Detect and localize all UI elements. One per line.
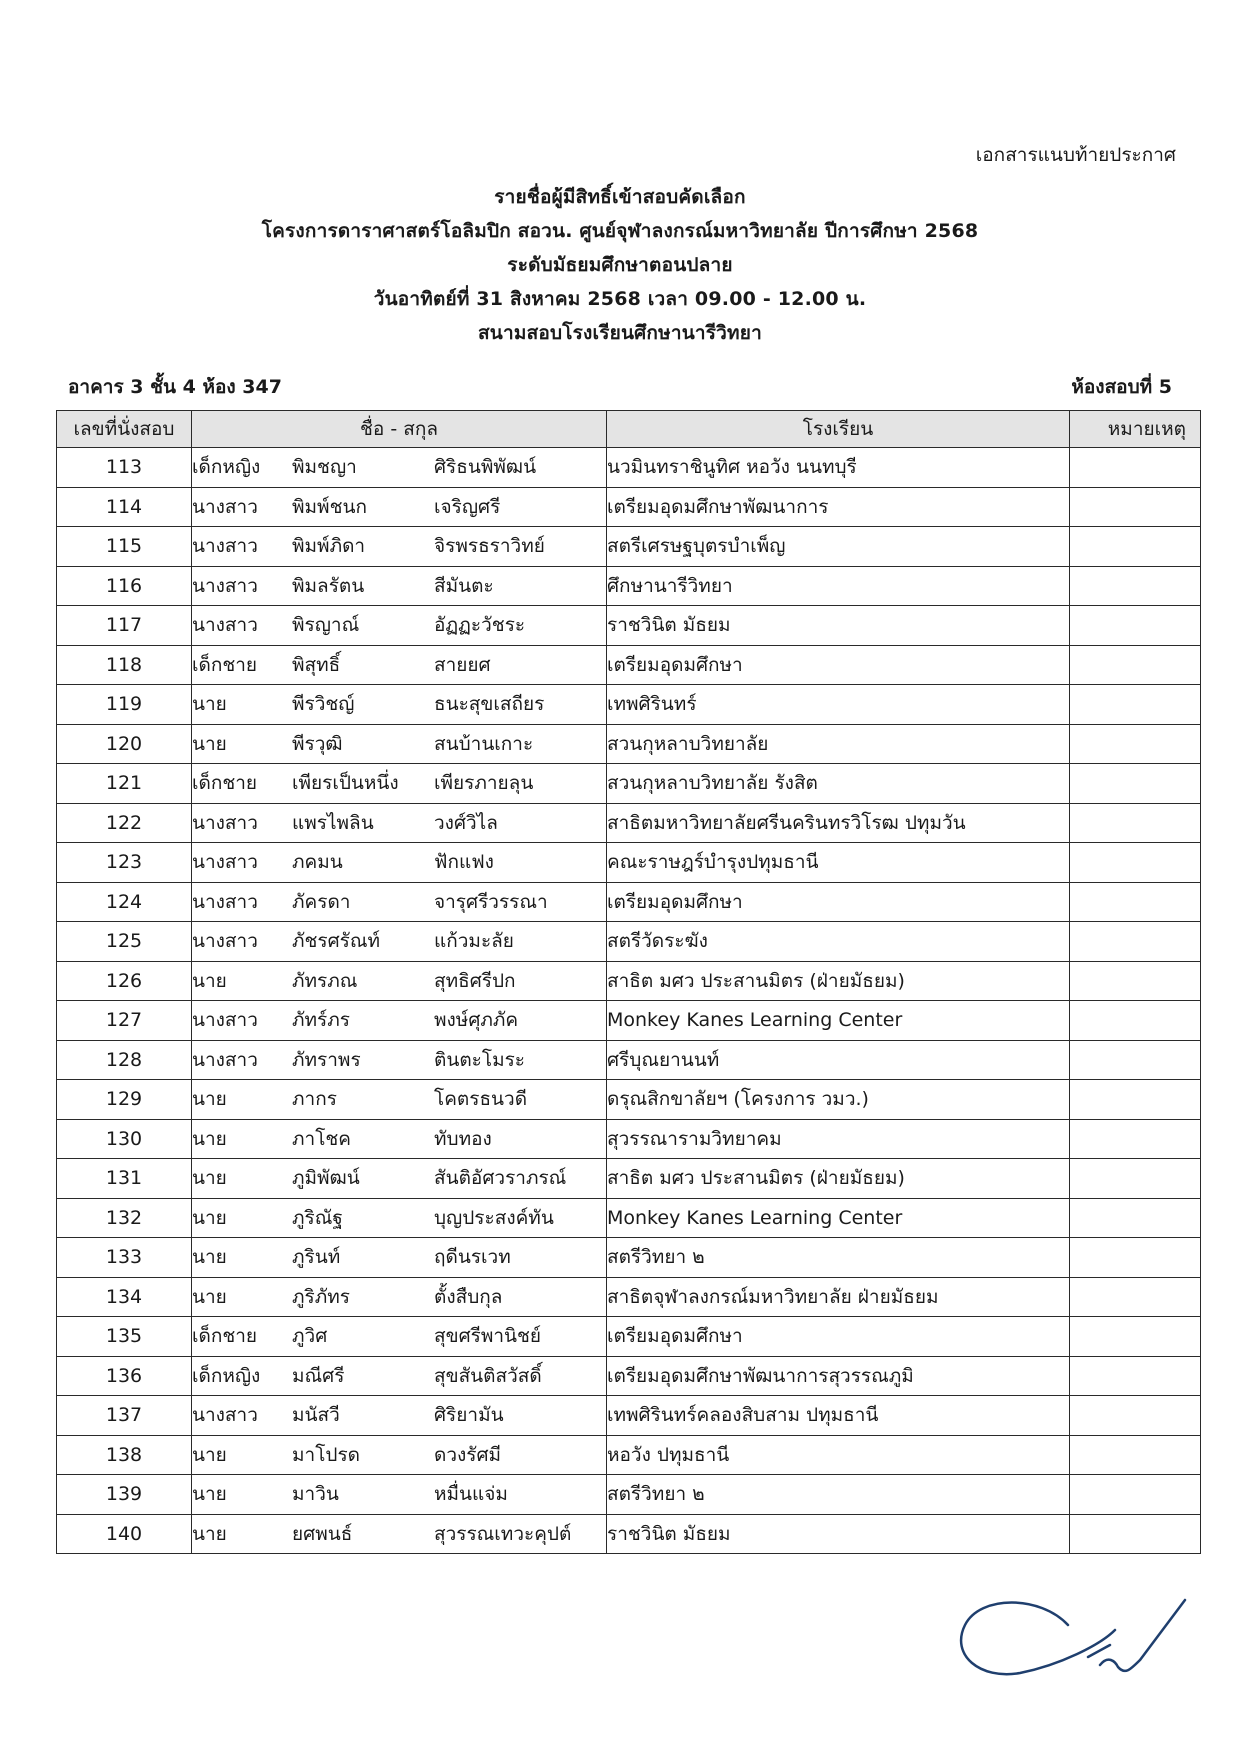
school-name: สตรีวัดระฆัง bbox=[607, 922, 1070, 962]
first-name: พีรวิชญ์ bbox=[292, 693, 355, 716]
table-row bbox=[57, 961, 1201, 1001]
seat-number: 125 bbox=[57, 922, 192, 962]
seat-number: 129 bbox=[57, 1080, 192, 1120]
remark-cell bbox=[1070, 1356, 1201, 1396]
first-name: ภูริภัทร bbox=[292, 1285, 350, 1308]
signature bbox=[940, 1585, 1190, 1680]
seat-number: 115 bbox=[57, 527, 192, 567]
last-name: สุทธิศรีปก bbox=[434, 969, 516, 992]
table-row bbox=[57, 724, 1201, 764]
last-name: ตั้งสืบกุล bbox=[434, 1285, 503, 1308]
name-prefix: นาย bbox=[192, 1443, 227, 1466]
remark-cell bbox=[1070, 961, 1201, 1001]
remark-cell bbox=[1070, 803, 1201, 843]
name-prefix: นางสาว bbox=[192, 811, 258, 834]
name-prefix: นาย bbox=[192, 732, 227, 755]
first-name: ภัทราพร bbox=[292, 1048, 361, 1071]
signature-stroke bbox=[961, 1603, 1115, 1675]
candidate-name bbox=[192, 1514, 607, 1554]
first-name: ภคมน bbox=[292, 851, 343, 874]
signature-stroke-2 bbox=[1088, 1600, 1185, 1671]
school-name: Monkey Kanes Learning Center bbox=[607, 1198, 1070, 1238]
table-row bbox=[57, 566, 1201, 606]
school-name: สตรีเศรษฐบุตรบำเพ็ญ bbox=[607, 527, 1070, 567]
name-prefix: นางสาว bbox=[192, 574, 258, 597]
remark-cell bbox=[1070, 1159, 1201, 1199]
school-name: Monkey Kanes Learning Center bbox=[607, 1001, 1070, 1041]
remark-cell bbox=[1070, 606, 1201, 646]
remark-cell bbox=[1070, 1080, 1201, 1120]
table-body bbox=[57, 448, 1201, 1554]
last-name: พงษ์ศุภภัค bbox=[434, 1009, 519, 1032]
name-prefix: นาย bbox=[192, 1167, 227, 1190]
last-name: อัฏฏะวัชระ bbox=[434, 614, 526, 637]
title-line: รายชื่อผู้มีสิทธิ์เข้าสอบคัดเลือก bbox=[494, 186, 746, 208]
first-name: ภัทรภณ bbox=[292, 969, 358, 992]
candidate-name bbox=[192, 448, 607, 488]
school-name: ศึกษานารีวิทยา bbox=[607, 566, 1070, 606]
table-row bbox=[57, 1040, 1201, 1080]
seat-number: 137 bbox=[57, 1396, 192, 1436]
table-header-row bbox=[57, 411, 1201, 448]
seat-number: 113 bbox=[57, 448, 192, 488]
first-name: พิรญาณ์ bbox=[292, 614, 360, 637]
remark-cell bbox=[1070, 1396, 1201, 1436]
seat-number: 139 bbox=[57, 1475, 192, 1515]
table-row bbox=[57, 1080, 1201, 1120]
candidate-name bbox=[192, 1119, 607, 1159]
seat-number: 127 bbox=[57, 1001, 192, 1041]
candidate-name bbox=[192, 1001, 607, 1041]
table-row bbox=[57, 1198, 1201, 1238]
last-name: หมื่นแจ่ม bbox=[434, 1483, 508, 1506]
name-prefix: นาย bbox=[192, 1127, 227, 1150]
last-name: แก้วมะลัย bbox=[434, 930, 514, 953]
seat-number: 135 bbox=[57, 1317, 192, 1357]
name-prefix: นางสาว bbox=[192, 851, 258, 874]
table-row bbox=[57, 1277, 1201, 1317]
first-name: พิมพ์ชนก bbox=[292, 495, 367, 518]
remark-cell bbox=[1070, 1435, 1201, 1475]
seat-number: 130 bbox=[57, 1119, 192, 1159]
candidate-name bbox=[192, 566, 607, 606]
first-name: ภูรินท์ bbox=[292, 1246, 341, 1269]
seat-number: 118 bbox=[57, 645, 192, 685]
candidate-name bbox=[192, 1475, 607, 1515]
seat-number: 124 bbox=[57, 882, 192, 922]
remark-cell bbox=[1070, 487, 1201, 527]
school-name: สาธิตจุฬาลงกรณ์มหาวิทยาลัย ฝ่ายมัธยม bbox=[607, 1277, 1070, 1317]
name-prefix: เด็กหญิง bbox=[192, 456, 261, 479]
school-name: ศรีบุณยานนท์ bbox=[607, 1040, 1070, 1080]
candidate-name bbox=[192, 1356, 607, 1396]
seat-number: 136 bbox=[57, 1356, 192, 1396]
remark-cell bbox=[1070, 922, 1201, 962]
seat-number: 121 bbox=[57, 764, 192, 804]
last-name: สีมันตะ bbox=[434, 574, 494, 597]
candidate-name bbox=[192, 1317, 607, 1357]
table-row bbox=[57, 606, 1201, 646]
name-prefix: นาย bbox=[192, 1246, 227, 1269]
school-name: สตรีวิทยา ๒ bbox=[607, 1238, 1070, 1278]
school-name: ดรุณสิกขาลัยฯ (โครงการ วมว.) bbox=[607, 1080, 1070, 1120]
seat-number: 134 bbox=[57, 1277, 192, 1317]
seat-number: 119 bbox=[57, 685, 192, 725]
first-name: ภัครดา bbox=[292, 890, 351, 913]
seat-number: 114 bbox=[57, 487, 192, 527]
name-prefix: เด็กชาย bbox=[192, 1325, 258, 1348]
name-prefix: นางสาว bbox=[192, 495, 258, 518]
table-row bbox=[57, 1435, 1201, 1475]
first-name: ภากร bbox=[292, 1088, 337, 1111]
table-row bbox=[57, 882, 1201, 922]
candidate-table bbox=[56, 410, 1201, 1554]
school-name: ราชวินิต มัธยม bbox=[607, 606, 1070, 646]
last-name: สันติอัศวราภรณ์ bbox=[434, 1167, 567, 1190]
table-row bbox=[57, 685, 1201, 725]
school-name: นวมินทราชินูทิศ หอวัง นนทบุรี bbox=[607, 448, 1070, 488]
building-room-label: อาคาร 3 ชั้น 4 ห้อง 347 bbox=[68, 376, 282, 398]
remark-cell bbox=[1070, 1119, 1201, 1159]
table-row bbox=[57, 1475, 1201, 1515]
first-name: ภูริณัฐ bbox=[292, 1206, 343, 1229]
first-name: เพียรเป็นหนึ่ง bbox=[292, 772, 399, 795]
school-name: สวนกุหลาบวิทยาลัย รังสิต bbox=[607, 764, 1070, 804]
school-name: คณะราษฎร์บำรุงปทุมธานี bbox=[607, 843, 1070, 883]
candidate-name bbox=[192, 1198, 607, 1238]
table-row bbox=[57, 764, 1201, 804]
name-prefix: นางสาว bbox=[192, 1009, 258, 1032]
first-name: แพรไพลิน bbox=[292, 811, 374, 834]
first-name: พิสุทธิ์ bbox=[292, 653, 341, 676]
remark-cell bbox=[1070, 527, 1201, 567]
remark-cell bbox=[1070, 724, 1201, 764]
last-name: จิรพรธราวิทย์ bbox=[434, 535, 545, 558]
remark-cell bbox=[1070, 1040, 1201, 1080]
table-row bbox=[57, 1159, 1201, 1199]
remark-cell bbox=[1070, 1238, 1201, 1278]
table-row bbox=[57, 448, 1201, 488]
seat-number: 126 bbox=[57, 961, 192, 1001]
first-name: มาวิน bbox=[292, 1483, 339, 1506]
table-row bbox=[57, 1238, 1201, 1278]
remark-cell bbox=[1070, 843, 1201, 883]
first-name: พิมชญา bbox=[292, 456, 357, 479]
table-row bbox=[57, 1317, 1201, 1357]
table-row bbox=[57, 1396, 1201, 1436]
seat-number: 123 bbox=[57, 843, 192, 883]
candidate-name bbox=[192, 1277, 607, 1317]
table-row bbox=[57, 487, 1201, 527]
seat-number: 128 bbox=[57, 1040, 192, 1080]
last-name: ธนะสุขเสถียร bbox=[434, 693, 545, 716]
first-name: ยศพนธ์ bbox=[292, 1522, 353, 1545]
school-name: เตรียมอุดมศึกษา bbox=[607, 1317, 1070, 1357]
last-name: เพียรภายลุน bbox=[434, 772, 534, 795]
school-name: เทพศิรินทร์คลองสิบสาม ปทุมธานี bbox=[607, 1396, 1070, 1436]
first-name: พิมพ์ภิดา bbox=[292, 535, 366, 558]
candidate-name bbox=[192, 1396, 607, 1436]
table-row bbox=[57, 1119, 1201, 1159]
seat-number: 117 bbox=[57, 606, 192, 646]
seat-number: 138 bbox=[57, 1435, 192, 1475]
candidate-name bbox=[192, 882, 607, 922]
school-name: เตรียมอุดมศึกษาพัฒนาการ bbox=[607, 487, 1070, 527]
candidate-name bbox=[192, 1080, 607, 1120]
first-name: ภูวิศ bbox=[292, 1325, 328, 1348]
candidate-name bbox=[192, 1159, 607, 1199]
name-prefix: นาย bbox=[192, 1522, 227, 1545]
name-prefix: นาย bbox=[192, 1088, 227, 1111]
candidate-name bbox=[192, 606, 607, 646]
table-row bbox=[57, 922, 1201, 962]
attachment-note: เอกสารแนบท้ายประกาศ bbox=[975, 144, 1176, 166]
name-prefix: นางสาว bbox=[192, 890, 258, 913]
document-title-block bbox=[0, 180, 1240, 350]
seat-number: 122 bbox=[57, 803, 192, 843]
seat-number: 116 bbox=[57, 566, 192, 606]
remark-cell bbox=[1070, 1317, 1201, 1357]
candidate-name bbox=[192, 527, 607, 567]
remark-cell bbox=[1070, 685, 1201, 725]
seat-number: 140 bbox=[57, 1514, 192, 1554]
seat-number: 133 bbox=[57, 1238, 192, 1278]
first-name: ภัทร์ภร bbox=[292, 1009, 350, 1032]
candidate-name bbox=[192, 487, 607, 527]
first-name: มาโปรด bbox=[292, 1443, 361, 1466]
school-name: สุวรรณารามวิทยาคม bbox=[607, 1119, 1070, 1159]
name-prefix: นาย bbox=[192, 1483, 227, 1506]
last-name: ทับทอง bbox=[434, 1127, 492, 1150]
candidate-name bbox=[192, 1238, 607, 1278]
last-name: สายยศ bbox=[434, 653, 491, 676]
last-name: ศิริยามัน bbox=[434, 1404, 504, 1427]
school-name: สตรีวิทยา ๒ bbox=[607, 1475, 1070, 1515]
name-prefix: นางสาว bbox=[192, 614, 258, 637]
first-name: มนัสวี bbox=[292, 1404, 340, 1427]
name-prefix: นาย bbox=[192, 1285, 227, 1308]
last-name: สุวรรณเทวะคุปต์ bbox=[434, 1522, 572, 1545]
remark-cell bbox=[1070, 1514, 1201, 1554]
last-name: ตินตะโมระ bbox=[434, 1048, 526, 1071]
candidate-name bbox=[192, 685, 607, 725]
name-prefix: นางสาว bbox=[192, 1404, 258, 1427]
candidate-name bbox=[192, 803, 607, 843]
name-prefix: เด็กชาย bbox=[192, 772, 258, 795]
name-prefix: นาย bbox=[192, 969, 227, 992]
first-name: พิมลรัตน bbox=[292, 574, 365, 597]
table-row bbox=[57, 1001, 1201, 1041]
seat-number: 131 bbox=[57, 1159, 192, 1199]
school-name: เทพศิรินทร์ bbox=[607, 685, 1070, 725]
level-line: ระดับมัธยมศึกษาตอนปลาย bbox=[507, 254, 733, 276]
table-row bbox=[57, 1514, 1201, 1554]
candidate-name bbox=[192, 764, 607, 804]
remark-cell bbox=[1070, 1475, 1201, 1515]
date-time-line: วันอาทิตย์ที่ 31 สิงหาคม 2568 เวลา 09.00 - 12.00 น. bbox=[373, 288, 867, 310]
name-prefix: เด็กหญิง bbox=[192, 1364, 261, 1387]
venue-line: สนามสอบโรงเรียนศึกษานารีวิทยา bbox=[478, 322, 762, 344]
candidate-name bbox=[192, 922, 607, 962]
remark-cell bbox=[1070, 566, 1201, 606]
last-name: บุญประสงค์ทัน bbox=[434, 1206, 554, 1229]
exam-room-label: ห้องสอบที่ 5 bbox=[1071, 376, 1172, 398]
first-name: มณีศรี bbox=[292, 1364, 345, 1387]
table-row bbox=[57, 843, 1201, 883]
last-name: สุขศรีพานิชย์ bbox=[434, 1325, 542, 1348]
candidate-name bbox=[192, 724, 607, 764]
table-row bbox=[57, 527, 1201, 567]
remark-cell bbox=[1070, 1001, 1201, 1041]
column-header-school: โรงเรียน bbox=[607, 411, 1070, 448]
last-name: ดวงรัศมี bbox=[434, 1443, 502, 1466]
last-name: วงศ์วิไล bbox=[434, 811, 498, 834]
candidate-name bbox=[192, 1040, 607, 1080]
last-name: จารุศรีวรรณา bbox=[434, 890, 548, 913]
name-prefix: เด็กชาย bbox=[192, 653, 258, 676]
name-prefix: นาย bbox=[192, 693, 227, 716]
candidate-name bbox=[192, 645, 607, 685]
candidate-name bbox=[192, 843, 607, 883]
remark-cell bbox=[1070, 764, 1201, 804]
remark-cell bbox=[1070, 1277, 1201, 1317]
table-row bbox=[57, 1356, 1201, 1396]
remark-cell bbox=[1070, 1198, 1201, 1238]
column-header-remark: หมายเหตุ bbox=[1070, 411, 1201, 448]
remark-cell bbox=[1070, 448, 1201, 488]
school-name: หอวัง ปทุมธานี bbox=[607, 1435, 1070, 1475]
first-name: พีรวุฒิ bbox=[292, 732, 343, 755]
name-prefix: นางสาว bbox=[192, 535, 258, 558]
school-name: ราชวินิต มัธยม bbox=[607, 1514, 1070, 1554]
school-name: สวนกุหลาบวิทยาลัย bbox=[607, 724, 1070, 764]
seat-number: 120 bbox=[57, 724, 192, 764]
table-row bbox=[57, 645, 1201, 685]
table-row bbox=[57, 803, 1201, 843]
first-name: ภาโชค bbox=[292, 1127, 352, 1150]
project-line: โครงการดาราศาสตร์โอลิมปิก สอวน. ศูนย์จุฬาลงกรณ์มหาวิทยาลัย ปีการศึกษา 2568 bbox=[261, 220, 979, 242]
last-name: สุขสันติสวัสดิ์ bbox=[434, 1364, 542, 1387]
school-name: สาธิต มศว ประสานมิตร (ฝ่ายมัธยม) bbox=[607, 961, 1070, 1001]
column-header-name: ชื่อ - สกุล bbox=[192, 411, 607, 448]
last-name: ศิริธนพิพัฒน์ bbox=[434, 456, 537, 479]
name-prefix: นาย bbox=[192, 1206, 227, 1229]
first-name: ภัชรศรัณท์ bbox=[292, 930, 381, 953]
remark-cell bbox=[1070, 882, 1201, 922]
school-name: สาธิตมหาวิทยาลัยศรีนครินทรวิโรฒ ปทุมวัน bbox=[607, 803, 1070, 843]
name-prefix: นางสาว bbox=[192, 930, 258, 953]
last-name: ฟักแฟง bbox=[434, 851, 494, 874]
last-name: ฤดีนรเวท bbox=[434, 1246, 511, 1269]
last-name: โคตรธนวดี bbox=[434, 1088, 528, 1111]
school-name: เตรียมอุดมศึกษา bbox=[607, 882, 1070, 922]
last-name: เจริญศรี bbox=[434, 495, 501, 518]
name-prefix: นางสาว bbox=[192, 1048, 258, 1071]
school-name: สาธิต มศว ประสานมิตร (ฝ่ายมัธยม) bbox=[607, 1159, 1070, 1199]
seat-number: 132 bbox=[57, 1198, 192, 1238]
column-header-seat: เลขที่นั่งสอบ bbox=[57, 411, 192, 448]
candidate-name bbox=[192, 1435, 607, 1475]
candidate-name bbox=[192, 961, 607, 1001]
school-name: เตรียมอุดมศึกษาพัฒนาการสุวรรณภูมิ bbox=[607, 1356, 1070, 1396]
remark-cell bbox=[1070, 645, 1201, 685]
last-name: สนบ้านเกาะ bbox=[434, 732, 534, 755]
school-name: เตรียมอุดมศึกษา bbox=[607, 645, 1070, 685]
first-name: ภูมิพัฒน์ bbox=[292, 1167, 360, 1190]
